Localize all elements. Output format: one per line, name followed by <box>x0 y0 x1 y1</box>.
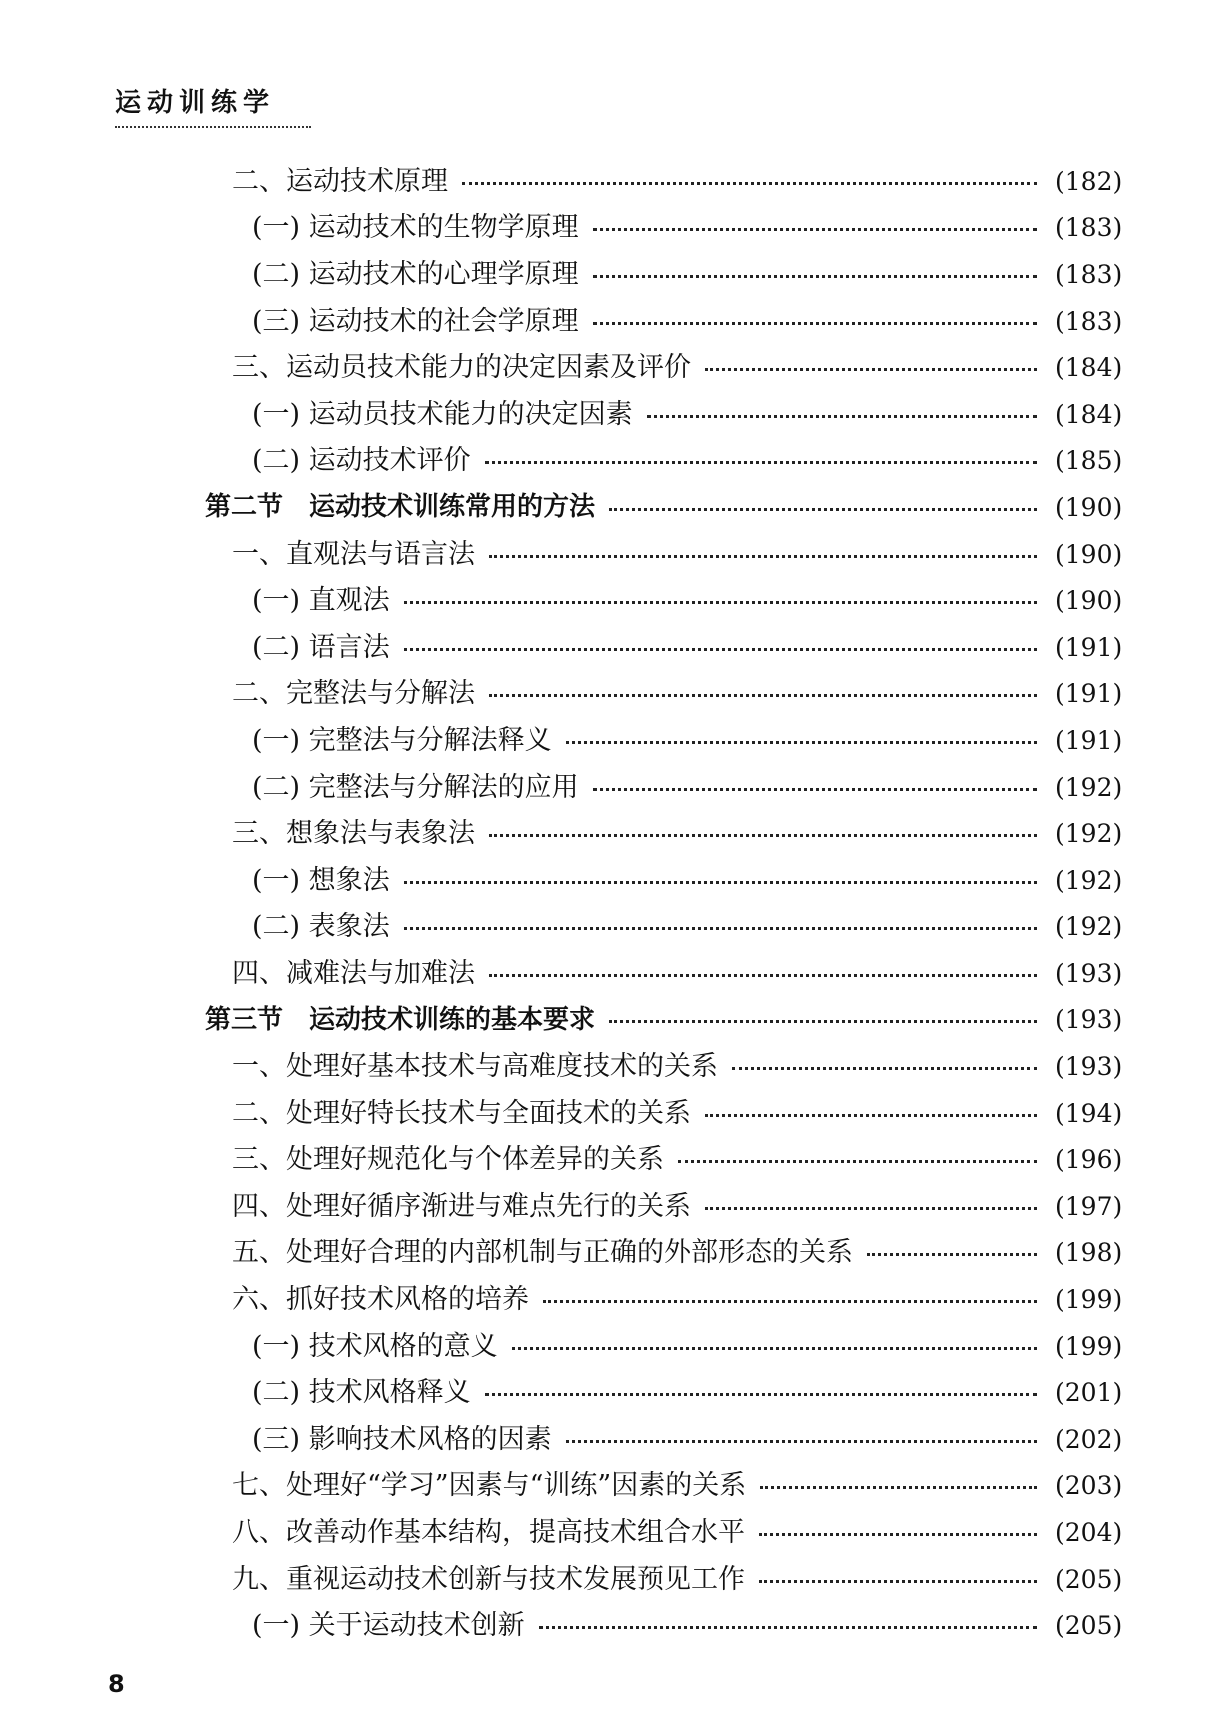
toc-section-entry[interactable] <box>0 997 1223 1044</box>
toc-entry[interactable] <box>0 1369 1223 1416</box>
toc-entry-title: 二、处理好特长技术与全面技术的关系 <box>232 1097 691 1129</box>
toc-entry[interactable] <box>0 1323 1223 1370</box>
toc-entry-title: (一) 完整法与分解法释义 <box>252 724 552 756</box>
dot-leader <box>609 508 1037 511</box>
toc-entry-page: (193) <box>1055 1005 1123 1035</box>
dot-leader <box>566 1440 1037 1443</box>
toc-entry[interactable] <box>0 1136 1223 1183</box>
dot-leader <box>512 1347 1037 1350</box>
toc-entry[interactable] <box>0 764 1223 811</box>
toc-entry-title: 九、重视运动技术创新与技术发展预见工作 <box>232 1563 745 1595</box>
dot-leader <box>867 1253 1037 1256</box>
toc-entry[interactable] <box>0 857 1223 904</box>
dot-leader <box>705 1114 1037 1117</box>
dot-leader <box>759 1533 1037 1536</box>
page-number: 8 <box>108 1670 125 1698</box>
dot-leader <box>543 1300 1037 1303</box>
toc-entry-page: (190) <box>1055 586 1123 616</box>
dot-leader <box>489 834 1037 837</box>
dot-leader <box>489 694 1037 697</box>
toc-entry-page: (202) <box>1055 1424 1123 1454</box>
dot-leader <box>489 555 1037 558</box>
toc-entry[interactable] <box>0 251 1223 298</box>
toc-entry-page: (184) <box>1055 353 1123 383</box>
toc-entry-title: 二、运动技术原理 <box>232 165 448 197</box>
toc-entry-title: 三、处理好规范化与个体差异的关系 <box>232 1144 664 1176</box>
toc-entry-title: (二) 表象法 <box>252 911 390 943</box>
toc-entry-page: (183) <box>1055 306 1123 336</box>
toc-entry-page: (193) <box>1055 1052 1123 1082</box>
dot-leader <box>462 182 1037 185</box>
toc-entry-page: (205) <box>1055 1611 1123 1641</box>
toc-entry-title: 六、抓好技术风格的培养 <box>232 1284 529 1316</box>
toc-entry-title: 七、处理好“学习”因素与“训练”因素的关系 <box>232 1470 747 1502</box>
toc-entry-page: (197) <box>1055 1191 1123 1221</box>
toc-entry-page: (199) <box>1055 1285 1123 1315</box>
toc-entry[interactable] <box>0 391 1223 438</box>
toc-entry[interactable] <box>0 1183 1223 1230</box>
toc-entry[interactable] <box>0 1043 1223 1090</box>
toc-entry-title: (一) 技术风格的意义 <box>252 1330 498 1362</box>
toc-entry-page: (192) <box>1055 865 1123 895</box>
toc-entry-title: 二、完整法与分解法 <box>232 678 475 710</box>
dot-leader <box>593 788 1037 791</box>
toc-entry[interactable] <box>0 1230 1223 1277</box>
toc-entry-title: (二) 语言法 <box>252 631 390 663</box>
dot-leader <box>404 601 1037 604</box>
toc-entry[interactable] <box>0 1090 1223 1137</box>
toc-entry-title: 四、处理好循序渐进与难点先行的关系 <box>232 1190 691 1222</box>
toc-entry[interactable] <box>0 1276 1223 1323</box>
dot-leader <box>539 1626 1037 1629</box>
dot-leader <box>404 927 1037 930</box>
dot-leader <box>404 648 1037 651</box>
table-of-contents <box>0 158 1223 1649</box>
toc-entry-page: (193) <box>1055 958 1123 988</box>
toc-entry[interactable] <box>0 1463 1223 1510</box>
dot-leader <box>489 974 1037 977</box>
toc-entry-title: 三、想象法与表象法 <box>232 818 475 850</box>
toc-entry[interactable] <box>0 205 1223 252</box>
toc-entry-page: (203) <box>1055 1471 1123 1501</box>
dot-leader <box>404 881 1037 884</box>
toc-entry[interactable] <box>0 158 1223 205</box>
toc-entry-title: (二) 完整法与分解法的应用 <box>252 771 579 803</box>
toc-entry-page: (184) <box>1055 399 1123 429</box>
toc-entry-page: (182) <box>1055 166 1123 196</box>
toc-entry-title: (一) 想象法 <box>252 864 390 896</box>
toc-entry[interactable] <box>0 1416 1223 1463</box>
toc-entry[interactable] <box>0 1509 1223 1556</box>
toc-entry[interactable] <box>0 438 1223 485</box>
toc-entry-title: (一) 关于运动技术创新 <box>252 1610 525 1642</box>
toc-entry-page: (201) <box>1055 1378 1123 1408</box>
toc-section-entry[interactable] <box>0 484 1223 531</box>
toc-entry[interactable] <box>0 717 1223 764</box>
toc-entry-title: (一) 运动技术的生物学原理 <box>252 212 579 244</box>
dot-leader <box>485 461 1037 464</box>
toc-entry[interactable] <box>0 577 1223 624</box>
toc-entry-page: (190) <box>1055 492 1123 522</box>
toc-entry-page: (194) <box>1055 1098 1123 1128</box>
toc-entry[interactable] <box>0 671 1223 718</box>
dot-leader <box>732 1067 1037 1070</box>
dot-leader <box>647 415 1037 418</box>
toc-entry[interactable] <box>0 904 1223 951</box>
dot-leader <box>593 228 1037 231</box>
toc-entry-page: (196) <box>1055 1145 1123 1175</box>
toc-entry-page: (183) <box>1055 213 1123 243</box>
dot-leader <box>705 1207 1037 1210</box>
toc-entry[interactable] <box>0 1602 1223 1649</box>
toc-entry-title: (一) 直观法 <box>252 585 390 617</box>
toc-entry-title: 第二节 运动技术训练常用的方法 <box>205 492 596 523</box>
toc-entry-page: (192) <box>1055 912 1123 942</box>
toc-entry-page: (192) <box>1055 772 1123 802</box>
dot-leader <box>705 368 1037 371</box>
dot-leader <box>678 1160 1037 1163</box>
toc-entry-title: (一) 运动员技术能力的决定因素 <box>252 398 633 430</box>
dot-leader <box>609 1020 1037 1023</box>
toc-entry-title: 一、直观法与语言法 <box>232 538 475 570</box>
toc-entry-page: (198) <box>1055 1238 1123 1268</box>
toc-entry-title: 第三节 运动技术训练的基本要求 <box>205 1004 596 1035</box>
toc-entry-page: (191) <box>1055 679 1123 709</box>
toc-entry-page: (205) <box>1055 1564 1123 1594</box>
toc-entry-page: (183) <box>1055 259 1123 289</box>
dot-leader <box>566 741 1037 744</box>
dot-leader <box>759 1580 1037 1583</box>
toc-entry[interactable] <box>0 810 1223 857</box>
dot-leader <box>593 322 1037 325</box>
toc-entry-title: 四、减难法与加难法 <box>232 957 475 989</box>
toc-entry[interactable] <box>0 624 1223 671</box>
dot-leader <box>485 1393 1037 1396</box>
toc-entry-page: (191) <box>1055 632 1123 662</box>
toc-entry-page: (204) <box>1055 1518 1123 1548</box>
toc-entry-page: (192) <box>1055 819 1123 849</box>
toc-entry-title: (三) 影响技术风格的因素 <box>252 1423 552 1455</box>
toc-entry[interactable] <box>0 344 1223 391</box>
toc-entry-title: (三) 运动技术的社会学原理 <box>252 305 579 337</box>
toc-entry[interactable] <box>0 531 1223 578</box>
toc-entry-title: 五、处理好合理的内部机制与正确的外部形态的关系 <box>232 1237 853 1269</box>
toc-entry-title: 八、改善动作基本结构，提高技术组合水平 <box>232 1517 745 1549</box>
toc-entry[interactable] <box>0 1556 1223 1603</box>
running-head: 运动训练学 <box>115 88 276 118</box>
dot-leader <box>760 1486 1037 1489</box>
toc-entry-title: (二) 技术风格释义 <box>252 1377 471 1409</box>
toc-entry-title: (二) 运动技术评价 <box>252 445 471 477</box>
toc-entry-page: (199) <box>1055 1331 1123 1361</box>
toc-entry-page: (191) <box>1055 725 1123 755</box>
running-head-rule <box>115 126 311 128</box>
toc-entry[interactable] <box>0 298 1223 345</box>
toc-entry-title: 一、处理好基本技术与高难度技术的关系 <box>232 1051 718 1083</box>
toc-entry-page: (190) <box>1055 539 1123 569</box>
toc-entry-title: 三、运动员技术能力的决定因素及评价 <box>232 352 691 384</box>
toc-entry[interactable] <box>0 950 1223 997</box>
dot-leader <box>593 275 1037 278</box>
toc-entry-title: (二) 运动技术的心理学原理 <box>252 258 579 290</box>
toc-entry-page: (185) <box>1055 446 1123 476</box>
